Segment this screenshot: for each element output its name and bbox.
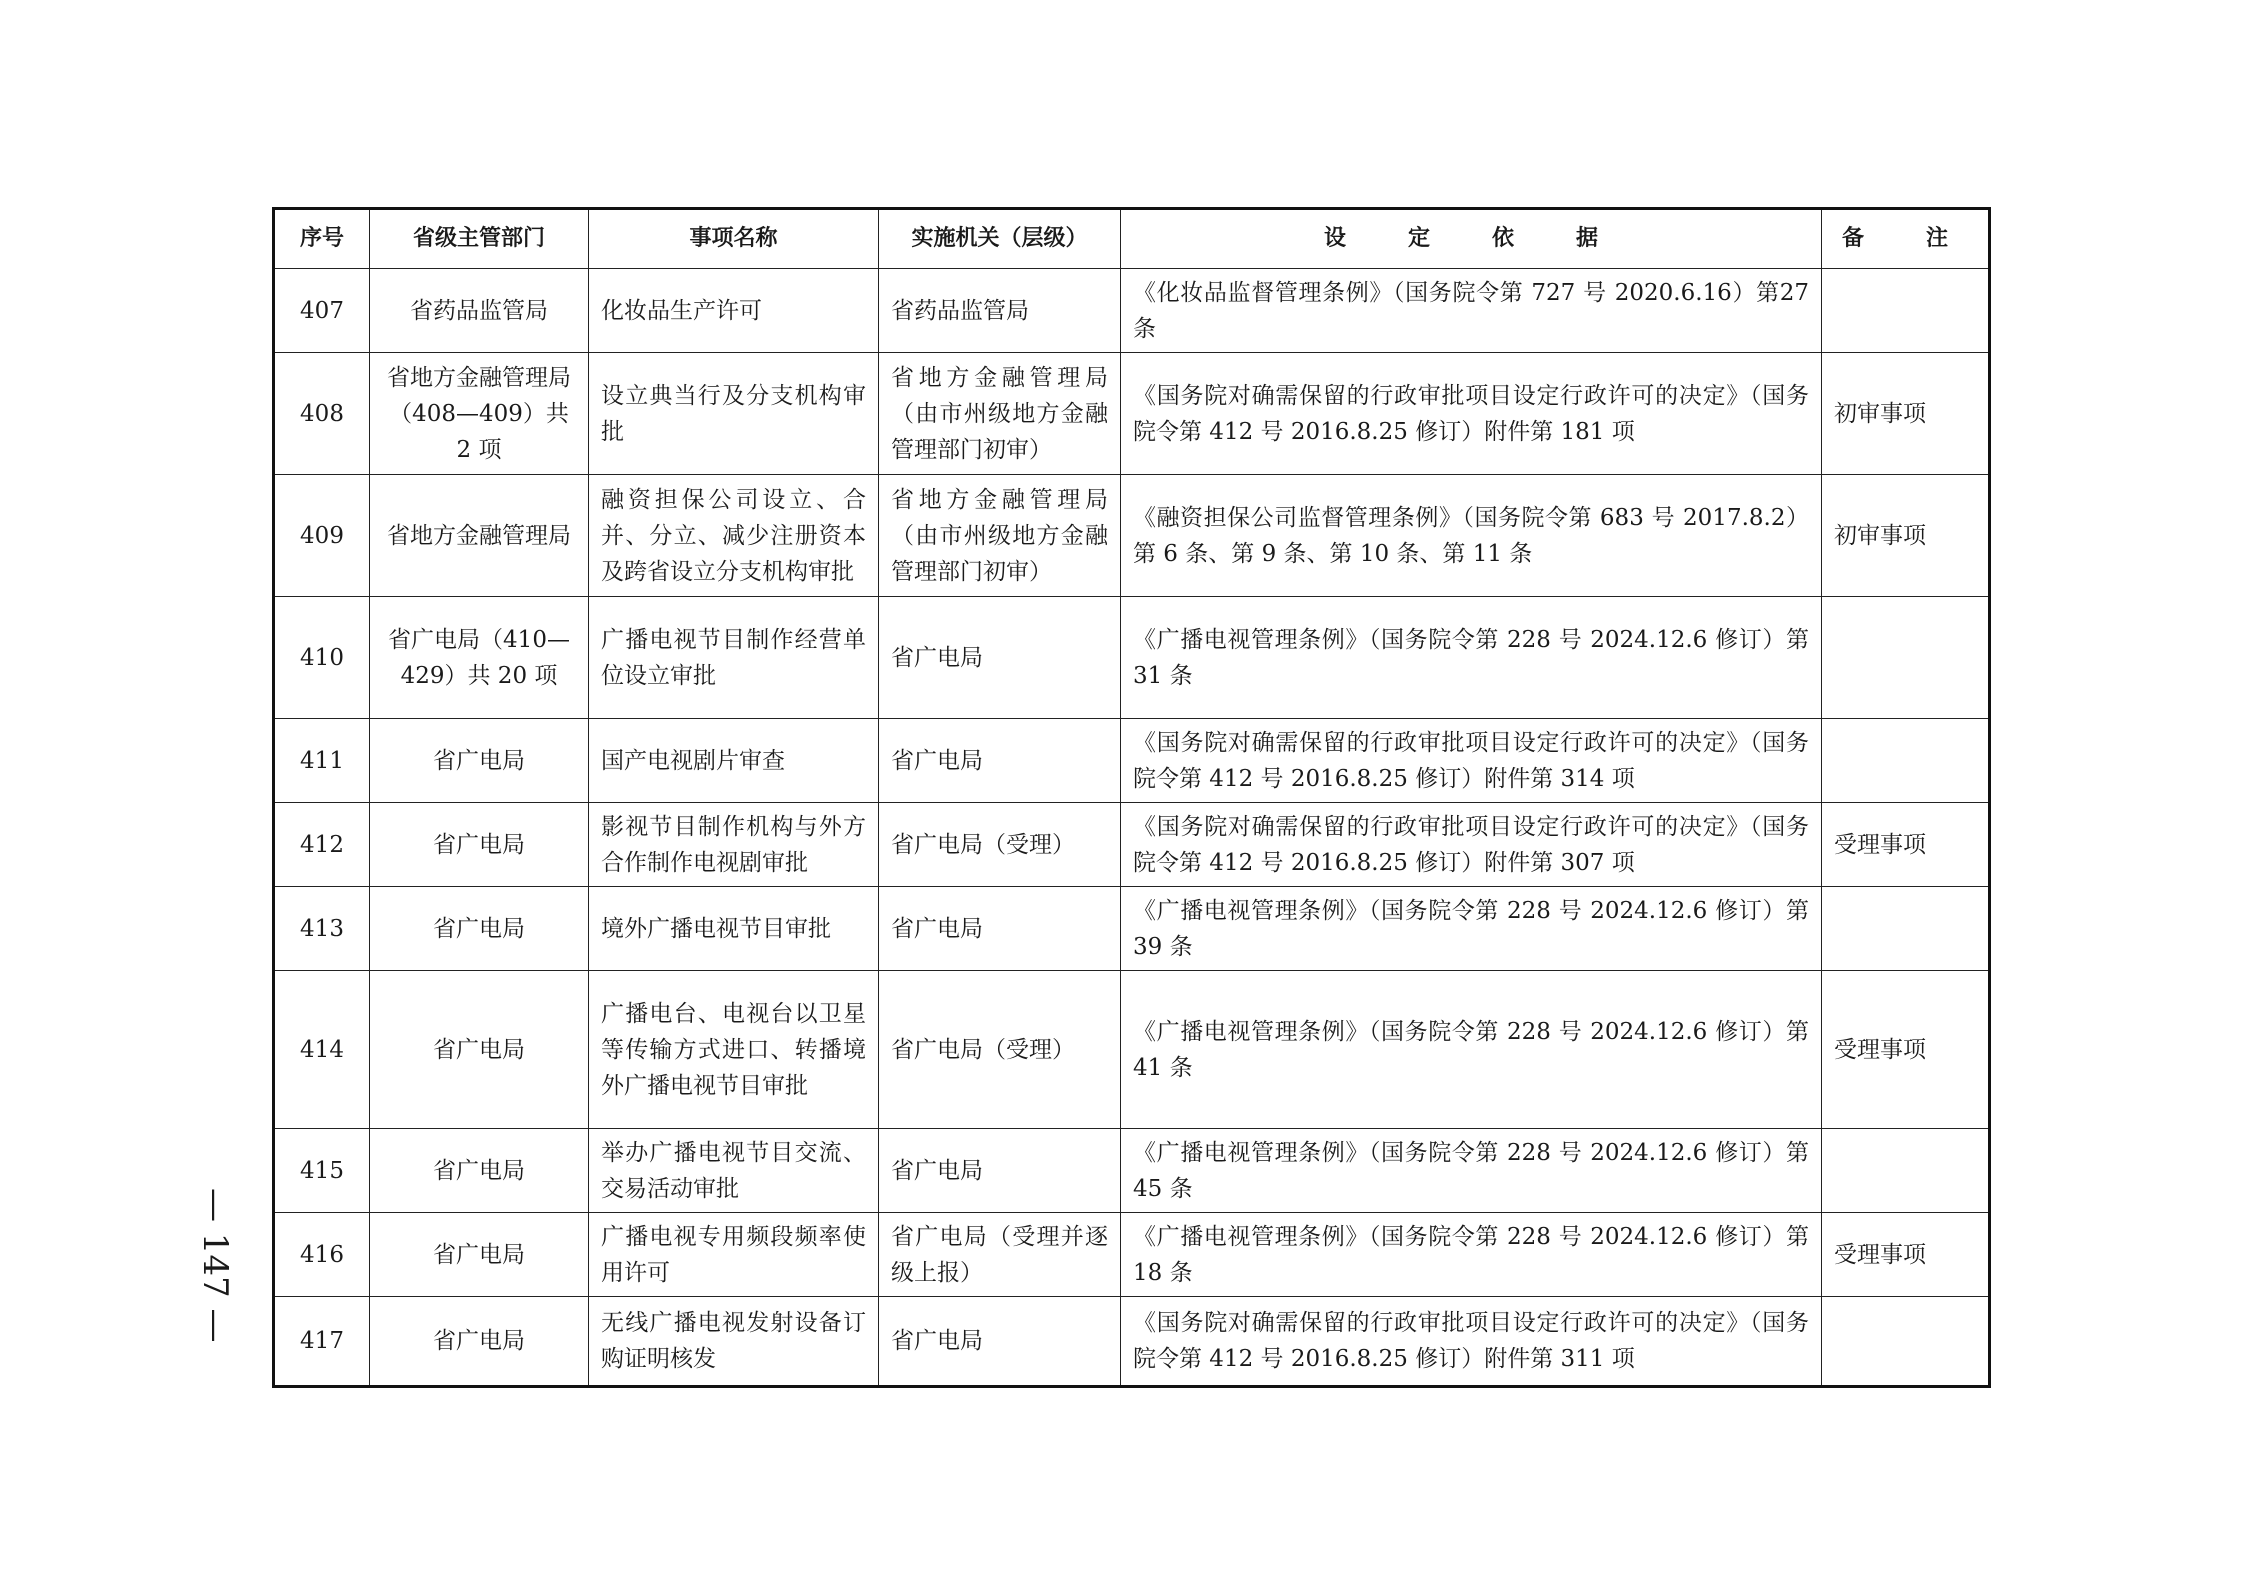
row-org: 省广电局 — [879, 719, 1121, 803]
row-item-name: 广播电台、电视台以卫星等传输方式进口、转播境外广播电视节目审批 — [589, 971, 879, 1129]
row-seq: 412 — [274, 803, 370, 887]
row-note: 初审事项 — [1822, 353, 1990, 475]
table-header-row — [274, 209, 1990, 269]
row-org: 省地方金融管理局（由市州级地方金融管理部门初审） — [879, 353, 1121, 475]
row-note — [1822, 597, 1990, 719]
row-note — [1822, 1129, 1990, 1213]
row-item-name: 广播电视节目制作经营单位设立审批 — [589, 597, 879, 719]
header-org: 实施机关（层级） — [879, 209, 1121, 269]
row-basis: 《广播电视管理条例》（国务院令第 228 号 2024.12.6 修订）第39 条 — [1121, 887, 1822, 971]
page-number: — 147 — — [195, 1187, 235, 1343]
row-basis: 《国务院对确需保留的行政审批项目设定行政许可的决定》（国务院令第 412 号 2016.8.25 修订）附件第 181 项 — [1121, 353, 1822, 475]
row-seq: 408 — [274, 353, 370, 475]
table-row — [274, 1213, 1990, 1297]
table-row — [274, 719, 1990, 803]
row-basis: 《国务院对确需保留的行政审批项目设定行政许可的决定》（国务院令第 412 号 2016.8.25 修订）附件第 311 项 — [1121, 1297, 1822, 1387]
header-basis: 设 定 依 据 — [1121, 209, 1822, 269]
row-seq: 407 — [274, 269, 370, 353]
row-note — [1822, 1297, 1990, 1387]
table-row — [274, 1129, 1990, 1213]
row-item-name: 无线广播电视发射设备订购证明核发 — [589, 1297, 879, 1387]
table-row — [274, 597, 1990, 719]
row-note: 受理事项 — [1822, 803, 1990, 887]
row-org: 省药品监管局 — [879, 269, 1121, 353]
row-item-name: 化妆品生产许可 — [589, 269, 879, 353]
header-seq: 序号 — [274, 209, 370, 269]
row-basis: 《广播电视管理条例》（国务院令第 228 号 2024.12.6 修订）第18 条 — [1121, 1213, 1822, 1297]
row-dept: 省广电局 — [370, 719, 589, 803]
header-item: 事项名称 — [589, 209, 879, 269]
row-note — [1822, 887, 1990, 971]
row-org: 省地方金融管理局（由市州级地方金融管理部门初审） — [879, 475, 1121, 597]
row-item-name: 影视节目制作机构与外方合作制作电视剧审批 — [589, 803, 879, 887]
row-basis: 《融资担保公司监督管理条例》（国务院令第 683 号 2017.8.2）第 6 条、第 9 条、第 10 条、第 11 条 — [1121, 475, 1822, 597]
table-body — [274, 269, 1990, 1387]
row-dept: 省广电局 — [370, 1213, 589, 1297]
row-org: 省广电局 — [879, 1129, 1121, 1213]
row-org: 省广电局（受理并逐级上报） — [879, 1213, 1121, 1297]
table-row — [274, 971, 1990, 1129]
row-dept: 省地方金融管理局 — [370, 475, 589, 597]
row-basis: 《国务院对确需保留的行政审批项目设定行政许可的决定》（国务院令第 412 号 2016.8.25 修订）附件第 314 项 — [1121, 719, 1822, 803]
row-seq: 411 — [274, 719, 370, 803]
row-note: 受理事项 — [1822, 971, 1990, 1129]
row-org: 省广电局 — [879, 597, 1121, 719]
row-seq: 417 — [274, 1297, 370, 1387]
row-dept: 省广电局 — [370, 1129, 589, 1213]
row-item-name: 举办广播电视节目交流、交易活动审批 — [589, 1129, 879, 1213]
row-seq: 410 — [274, 597, 370, 719]
row-item-name: 设立典当行及分支机构审批 — [589, 353, 879, 475]
row-dept: 省广电局 — [370, 887, 589, 971]
row-org: 省广电局 — [879, 1297, 1121, 1387]
header-dept: 省级主管部门 — [370, 209, 589, 269]
row-item-name: 广播电视专用频段频率使用许可 — [589, 1213, 879, 1297]
row-basis: 《广播电视管理条例》（国务院令第 228 号 2024.12.6 修订）第45 条 — [1121, 1129, 1822, 1213]
permit-table — [272, 207, 1991, 1388]
table-row — [274, 887, 1990, 971]
table-row — [274, 475, 1990, 597]
table-row — [274, 1297, 1990, 1387]
row-basis: 《广播电视管理条例》（国务院令第 228 号 2024.12.6 修订）第31 条 — [1121, 597, 1822, 719]
row-basis: 《化妆品监督管理条例》（国务院令第 727 号 2020.6.16）第27 条 — [1121, 269, 1822, 353]
row-item-name: 融资担保公司设立、合并、分立、减少注册资本及跨省设立分支机构审批 — [589, 475, 879, 597]
row-note — [1822, 269, 1990, 353]
row-basis: 《国务院对确需保留的行政审批项目设定行政许可的决定》（国务院令第 412 号 2016.8.25 修订）附件第 307 项 — [1121, 803, 1822, 887]
row-dept: 省地方金融管理局（408—409）共 2 项 — [370, 353, 589, 475]
row-dept: 省广电局 — [370, 803, 589, 887]
table-row — [274, 353, 1990, 475]
row-org: 省广电局（受理） — [879, 803, 1121, 887]
row-item-name: 国产电视剧片审查 — [589, 719, 879, 803]
header-note: 备 注 — [1822, 209, 1990, 269]
row-seq: 409 — [274, 475, 370, 597]
row-dept: 省广电局 — [370, 971, 589, 1129]
row-seq: 414 — [274, 971, 370, 1129]
row-dept: 省药品监管局 — [370, 269, 589, 353]
row-seq: 416 — [274, 1213, 370, 1297]
row-org: 省广电局 — [879, 887, 1121, 971]
row-seq: 415 — [274, 1129, 370, 1213]
row-seq: 413 — [274, 887, 370, 971]
table-row — [274, 803, 1990, 887]
row-note: 受理事项 — [1822, 1213, 1990, 1297]
row-note — [1822, 719, 1990, 803]
row-item-name: 境外广播电视节目审批 — [589, 887, 879, 971]
row-basis: 《广播电视管理条例》（国务院令第 228 号 2024.12.6 修订）第41 条 — [1121, 971, 1822, 1129]
row-dept: 省广电局（410—429）共 20 项 — [370, 597, 589, 719]
row-dept: 省广电局 — [370, 1297, 589, 1387]
row-note: 初审事项 — [1822, 475, 1990, 597]
row-org: 省广电局（受理） — [879, 971, 1121, 1129]
table-row — [274, 269, 1990, 353]
